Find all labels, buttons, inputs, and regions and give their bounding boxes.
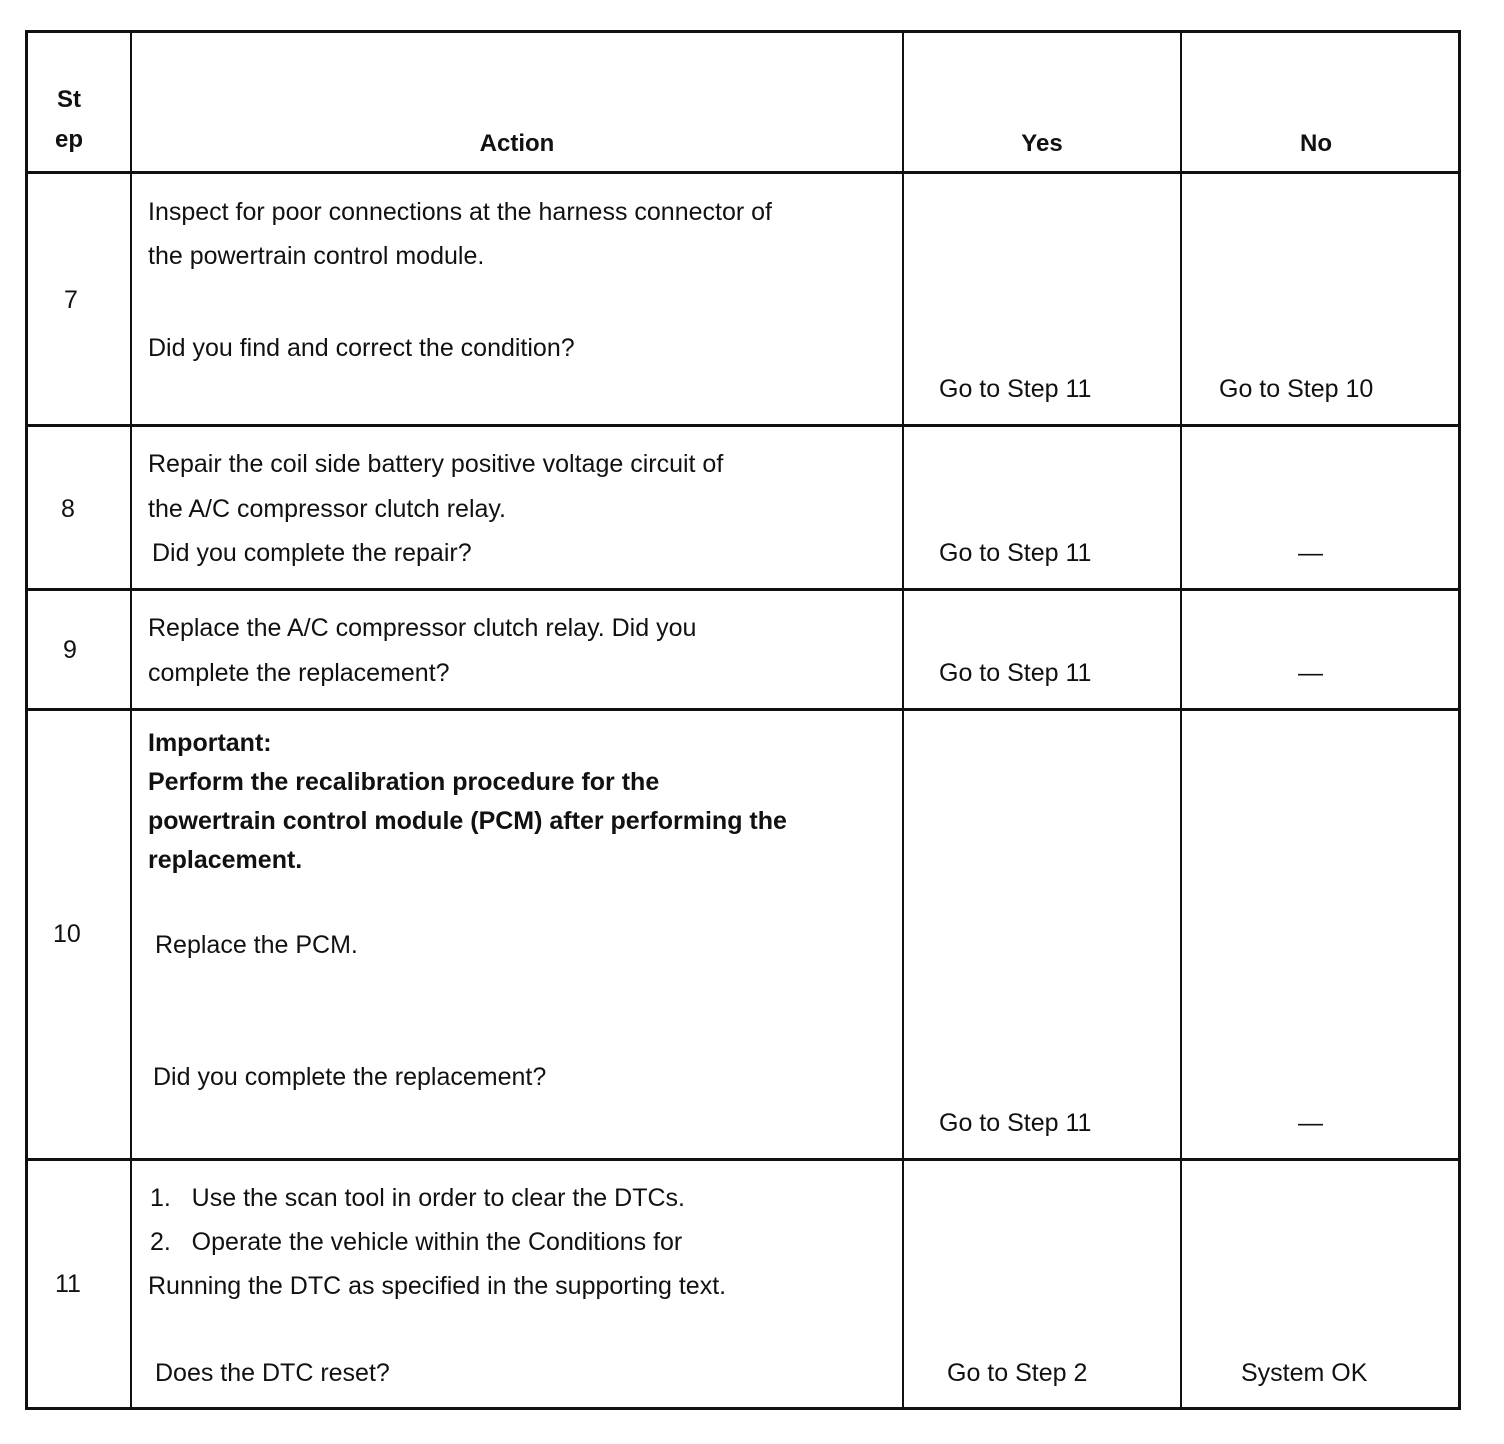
yes-result: Go to Step 11 [939, 1109, 1092, 1137]
action-text: the powertrain control module. [148, 242, 485, 270]
no-result: System OK [1241, 1359, 1368, 1387]
action-text: Replace the A/C compressor clutch relay. Did you [148, 614, 697, 642]
action-question: Does the DTC reset? [155, 1359, 390, 1387]
action-text: Running the DTC as specified in the supporting text. [148, 1272, 727, 1300]
important-text: powertrain control module (PCM) after performing the [148, 807, 787, 835]
column-divider [130, 33, 132, 1407]
row-divider [28, 588, 1458, 591]
action-question: Did you complete the repair? [152, 539, 472, 567]
step-number: 11 [55, 1270, 81, 1298]
column-divider [902, 33, 904, 1407]
no-result: — [1298, 539, 1323, 567]
header-step-line2: ep [55, 126, 84, 153]
step-number: 7 [64, 286, 78, 314]
header-yes: Yes [1021, 130, 1063, 157]
yes-result: Go to Step 11 [939, 539, 1092, 567]
action-text: Replace the PCM. [155, 931, 358, 959]
yes-result: Go to Step 11 [939, 375, 1092, 403]
step-number: 9 [63, 636, 77, 664]
important-label: Important: [148, 729, 272, 757]
yes-result: Go to Step 2 [947, 1359, 1088, 1387]
header-no: No [1300, 130, 1332, 157]
action-text: 1. Use the scan tool in order to clear the DTCs. [150, 1184, 685, 1212]
action-text: Inspect for poor connections at the harness connector of [148, 198, 772, 226]
important-text: replacement. [148, 846, 303, 874]
no-result: Go to Step 10 [1219, 375, 1374, 403]
no-result: — [1298, 659, 1323, 687]
diagnostic-table [25, 30, 1461, 1410]
no-result: — [1298, 1109, 1323, 1137]
row-divider [28, 171, 1458, 174]
row-divider [28, 708, 1458, 711]
action-text: Repair the coil side battery positive voltage circuit of [148, 450, 724, 478]
action-text: 2. Operate the vehicle within the Conditions for [150, 1228, 683, 1256]
row-divider [28, 424, 1458, 427]
row-divider [28, 1158, 1458, 1161]
important-text: Perform the recalibration procedure for the [148, 768, 660, 796]
header-step-line1: St [57, 86, 81, 113]
step-number: 10 [53, 920, 81, 948]
action-question: Did you complete the replacement? [153, 1063, 547, 1091]
yes-result: Go to Step 11 [939, 659, 1092, 687]
action-question: Did you find and correct the condition? [148, 334, 575, 362]
action-text: complete the replacement? [148, 659, 450, 687]
column-divider [1180, 33, 1182, 1407]
step-number: 8 [61, 495, 75, 523]
header-action: Action [479, 130, 555, 157]
action-text: the A/C compressor clutch relay. [148, 495, 507, 523]
